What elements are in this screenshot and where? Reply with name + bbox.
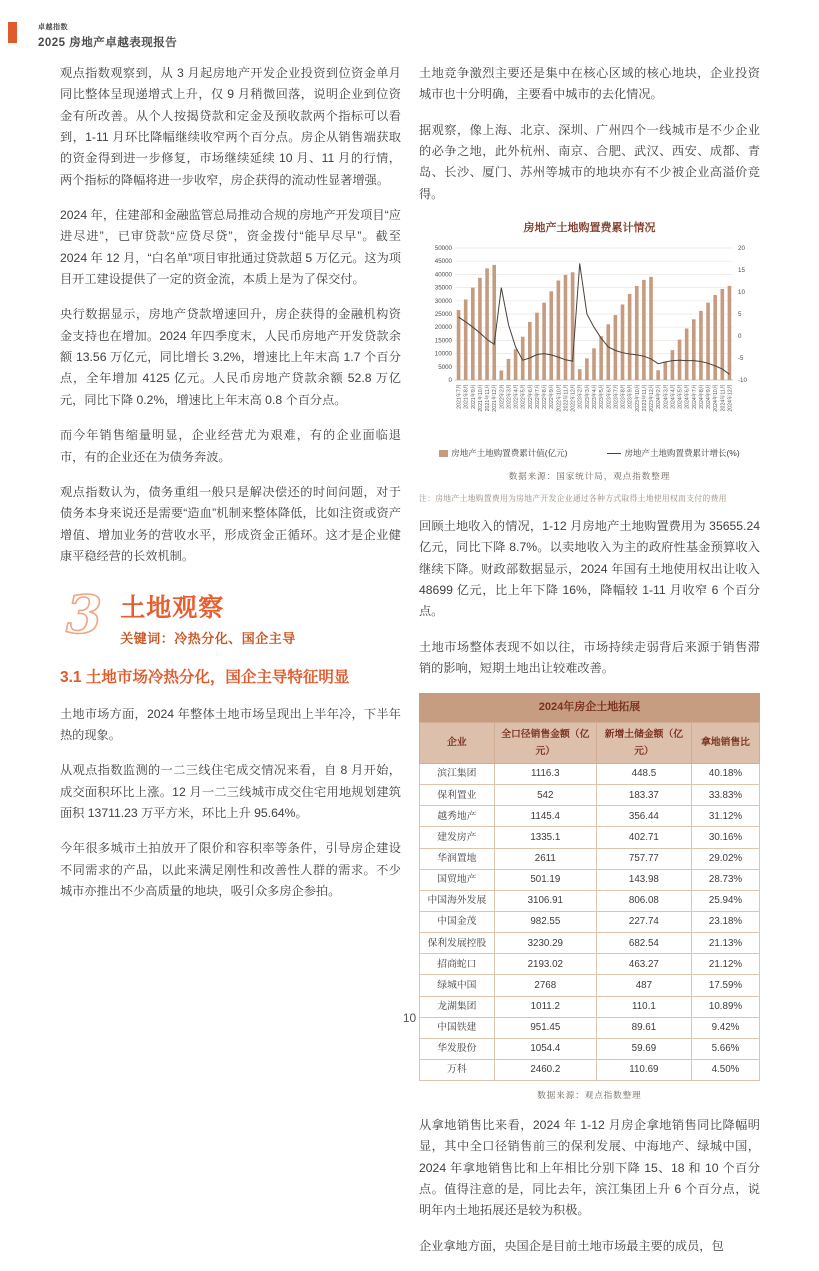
svg-text:2022年12月: 2022年12月 [570, 384, 577, 412]
svg-text:2023年6月: 2023年6月 [606, 384, 613, 410]
table-row [420, 827, 760, 848]
svg-text:2024年6月: 2024年6月 [684, 384, 691, 410]
svg-text:0: 0 [738, 333, 742, 341]
table-cell: 1335.1 [494, 827, 596, 848]
table-title: 2024年房企土地拓展 [419, 693, 760, 721]
paragraph: 土地竞争激烈主要还是集中在核心区域的核心地块，企业投资城市也十分明确，主要看中城市的去化情况。 [419, 66, 760, 102]
bar-swatch-icon [439, 450, 448, 457]
table-column-header: 拿地销售比 [691, 722, 759, 763]
paragraph: 央行数据显示，房地产贷款增速回升，房企获得的金融机构资金支持也在增加。2024 年四季度末，人民币房地产开发贷款余额 13.56 万亿元，同比增长 3.2%，增速比上年末高 1.7 个百分点，全年增加 4125 亿元。人民币房地产贷款余额 52.8 万亿元，同比下降 0.2%，增速比上年末高 0.8 个百分点。 [60, 307, 401, 407]
table-cell: 89.61 [596, 1017, 691, 1038]
svg-text:2024年11月: 2024年11月 [720, 384, 727, 412]
svg-text:2021年11月: 2021年11月 [485, 384, 492, 412]
svg-text:20: 20 [738, 245, 745, 253]
table-row [420, 911, 760, 932]
page-number: 10 [402, 1011, 417, 1025]
svg-text:2023年8月: 2023年8月 [620, 384, 627, 410]
legend-item-line [607, 446, 739, 461]
land-purchase-chart [419, 219, 760, 506]
table-cell: 万科 [420, 1059, 495, 1080]
paragraph: 土地市场整体表现不如以往，市场持续走弱背后来源于销售滞销的影响，短期土地出让较难改善。 [419, 639, 760, 676]
svg-text:2024年10月: 2024年10月 [713, 384, 720, 412]
svg-text:5: 5 [738, 311, 742, 319]
svg-text:50000: 50000 [434, 245, 452, 253]
svg-text:-10: -10 [738, 377, 747, 385]
table-cell: 4.50% [691, 1059, 759, 1080]
svg-text:2024年12月: 2024年12月 [727, 384, 734, 412]
svg-text:2024年5月: 2024年5月 [677, 384, 684, 410]
svg-text:2022年11月: 2022年11月 [563, 384, 570, 412]
section-heading-land-watch [60, 585, 401, 650]
table-cell: 25.94% [691, 890, 759, 911]
svg-text:2022年5月: 2022年5月 [520, 384, 527, 410]
table-cell: 40.18% [691, 763, 759, 784]
report-header [8, 22, 177, 50]
paragraph: 回顾土地收入的情况，1-12 月房地产土地购置费用为 35655.24 亿元，同比下降 8.7%。以卖地收入为主的政府性基金预算收入继续下降。财政部数据显示，2024 年国有土地使用权出让收入 48699 亿元，比上年下降 16%，降幅较 1-11 月收窄 6 个百分点。 [419, 519, 760, 619]
svg-text:2022年6月: 2022年6月 [527, 384, 534, 410]
table-cell: 30.16% [691, 827, 759, 848]
table-cell: 21.13% [691, 933, 759, 954]
svg-text:45000: 45000 [434, 258, 452, 266]
table-cell: 招商蛇口 [420, 954, 495, 975]
table-cell: 滨江集团 [420, 763, 495, 784]
table-cell: 448.5 [596, 763, 691, 784]
svg-text:40000: 40000 [434, 271, 452, 279]
svg-text:2022年8月: 2022年8月 [542, 384, 549, 410]
table-row [420, 890, 760, 911]
svg-text:2022年3月: 2022年3月 [506, 384, 513, 410]
table-cell: 3230.29 [494, 933, 596, 954]
report-title: 2025 房地产卓越表现报告 [38, 37, 178, 49]
table-cell: 806.08 [596, 890, 691, 911]
svg-text:2023年3月: 2023年3月 [584, 384, 591, 410]
section-keywords: 关键词：冷热分化、国企主导 [120, 630, 296, 646]
brand-series-label: 卓越指数 [38, 24, 68, 31]
table-column-header: 企业 [420, 722, 495, 763]
table-cell: 保利置业 [420, 785, 495, 806]
table-cell: 501.19 [494, 869, 596, 890]
paragraph: 2024 年，住建部和金融监管总局推动合规的房地产开发项目“应进尽进”，已审贷款“应贷尽贷”，资金拨付“能早尽早”。截至 2024 年 12 月，“白名单”项目审批通过贷款超 5 万亿元。这为项目开工建设提供了一定的资金流，本质上是为了保交付。 [60, 208, 401, 287]
table-cell: 463.27 [596, 954, 691, 975]
svg-text:2024年9月: 2024年9月 [706, 384, 713, 410]
table-cell: 国贸地产 [420, 869, 495, 890]
table-cell: 2611 [494, 848, 596, 869]
svg-text:2024年4月: 2024年4月 [670, 384, 677, 410]
table-column-header: 新增土储金额（亿元） [596, 722, 691, 763]
svg-text:2022年4月: 2022年4月 [513, 384, 520, 410]
right-column [419, 63, 760, 1271]
table-cell: 2768 [494, 975, 596, 996]
svg-text:20000: 20000 [434, 324, 452, 332]
svg-text:2023年4月: 2023年4月 [592, 384, 598, 410]
table-cell: 1116.3 [494, 763, 596, 784]
table-row [420, 785, 760, 806]
svg-text:2022年7月: 2022年7月 [534, 384, 541, 410]
brand-accent-bar [8, 22, 17, 43]
table-cell: 682.54 [596, 933, 691, 954]
svg-text:5000: 5000 [438, 364, 452, 372]
table-cell: 28.73% [691, 869, 759, 890]
table-row [420, 806, 760, 827]
svg-text:2022年10月: 2022年10月 [556, 384, 563, 412]
table-cell: 143.98 [596, 869, 691, 890]
legend-bar-label: 房地产土地购置费累计值(亿元) [451, 447, 568, 458]
table-cell: 487 [596, 975, 691, 996]
svg-text:25000: 25000 [434, 311, 452, 319]
left-column [60, 63, 401, 916]
svg-text:0: 0 [448, 377, 452, 385]
svg-text:2023年12月: 2023年12月 [649, 384, 656, 412]
svg-text:2024年2月: 2024年2月 [656, 384, 663, 410]
table-cell: 1145.4 [494, 806, 596, 827]
table-cell: 华发股份 [420, 1038, 495, 1059]
table-column-header: 全口径销售金额（亿元） [494, 722, 596, 763]
chart-note: 注：房地产土地购置费用为房地产开发企业通过各种方式取得土地使用权而支付的费用 [419, 494, 727, 504]
table-cell: 1011.2 [494, 996, 596, 1017]
table-cell: 10.89% [691, 996, 759, 1017]
table-row [420, 975, 760, 996]
svg-text:2023年9月: 2023年9月 [627, 384, 634, 410]
paragraph: 观点指数认为，债务重组一般只是解决偿还的时间问题，对于债务本身来说还是需要“造血”机制来整体降低，比如注资或资产增值、增加业务的营收水平，形成资金正循环。这才是企业健康平稳经营的长效机制。 [60, 484, 401, 563]
svg-text:2023年5月: 2023年5月 [599, 384, 606, 410]
table-cell: 183.37 [596, 785, 691, 806]
svg-text:2023年7月: 2023年7月 [613, 384, 620, 410]
legend-item-bar [439, 446, 567, 461]
svg-text:2022年2月: 2022年2月 [499, 384, 506, 410]
paragraph: 土地市场方面，2024 年整体土地市场呈现出上半年冷，下半年热的现象。 [60, 706, 401, 742]
section-number: 3 [66, 585, 103, 647]
table-cell: 建发房产 [420, 827, 495, 848]
table-cell: 5.66% [691, 1038, 759, 1059]
table-cell: 23.18% [691, 911, 759, 932]
legend-line-label: 房地产土地购置费累计增长(%) [624, 447, 740, 458]
table-cell: 保利发展控股 [420, 933, 495, 954]
table-cell: 31.12% [691, 806, 759, 827]
table-row [420, 763, 760, 784]
svg-text:2024年7月: 2024年7月 [691, 384, 698, 410]
svg-text:2024年3月: 2024年3月 [663, 384, 670, 410]
svg-text:30000: 30000 [434, 298, 452, 306]
section-title: 土地观察 [120, 594, 225, 623]
svg-text:2021年7月: 2021年7月 [456, 384, 463, 410]
table-row [420, 933, 760, 954]
table-cell: 951.45 [494, 1017, 596, 1038]
table-cell: 1054.4 [494, 1038, 596, 1059]
table-body [420, 763, 760, 1080]
svg-text:2023年10月: 2023年10月 [634, 384, 641, 412]
table-source: 数据来源：观点指数整理 [537, 1090, 642, 1101]
table-row [420, 869, 760, 890]
table-cell: 757.77 [596, 848, 691, 869]
svg-text:2023年2月: 2023年2月 [577, 384, 584, 410]
chart-plot-area [419, 240, 760, 443]
svg-text:10: 10 [738, 289, 745, 297]
svg-text:2024年8月: 2024年8月 [698, 384, 705, 410]
table-cell: 33.83% [691, 785, 759, 806]
table-cell: 2460.2 [494, 1059, 596, 1080]
table-cell: 982.55 [494, 911, 596, 932]
table-header-row [420, 722, 760, 763]
table-cell: 110.69 [596, 1059, 691, 1080]
table-row [420, 1059, 760, 1080]
table-cell: 中国铁建 [420, 1017, 495, 1038]
paragraph: 企业拿地方面，央国企是目前土地市场最主要的成员，包 [419, 1238, 724, 1253]
table-cell: 绿城中国 [420, 975, 495, 996]
svg-text:2022年9月: 2022年9月 [549, 384, 556, 410]
svg-text:2021年9月: 2021年9月 [470, 384, 477, 410]
table-cell: 中国金茂 [420, 911, 495, 932]
paragraph: 从观点指数监测的一二三线住宅成交情况来看，自 8 月开始，成交面积环比上涨。12 月一二三线城市成交住宅用地规划建筑面积 13711.23 万平方米，环比上升 95.64%。 [60, 763, 401, 820]
svg-text:2021年8月: 2021年8月 [463, 384, 470, 410]
svg-text:10000: 10000 [434, 350, 452, 358]
chart-legend [419, 446, 760, 461]
paragraph: 从拿地销售比来看，2024 年 1-12 月房企拿地销售同比降幅明显，其中全口径销售前三的保利发展、中海地产、绿城中国，2024 年拿地销售比和上年相比分别下降 15、18 和 10 个百分点。值得注意的是，同比去年，滨江集团上升 6 个百分点，说明年内土地拓展还是较为积极。 [419, 1117, 760, 1218]
svg-text:2021年10月: 2021年10月 [477, 384, 484, 412]
chart-source: 数据来源：国家统计局，观点指数整理 [508, 470, 671, 481]
svg-text:15000: 15000 [434, 337, 452, 345]
table-cell: 中国海外发展 [420, 890, 495, 911]
svg-text:15: 15 [738, 267, 745, 275]
table-cell: 29.02% [691, 848, 759, 869]
table-cell: 2193.02 [494, 954, 596, 975]
table-cell: 59.69 [596, 1038, 691, 1059]
svg-text:35000: 35000 [434, 284, 452, 292]
table-cell: 227.74 [596, 911, 691, 932]
svg-text:-5: -5 [738, 355, 744, 363]
table-row [420, 1038, 760, 1059]
paragraph: 观点指数观察到，从 3 月起房地产开发企业投资到位资金单月同比整体呈现递增式上升，仅 9 月稍微回落，说明企业到位资金有所改善。从个人按揭贷款和定金及预收款两个指标可以看到，1-11 月环比降幅继续收窄两个百分点。房企从销售端获取的资金得到进一步修复，市场继续延续 10 月、11 月的行情，两个指标的降幅将进一步收窄，房企获得的流动性显著增强。 [60, 66, 401, 187]
subsection-title: 3.1 土地市场冷热分化，国企主导特征明显 [60, 669, 350, 687]
chart-title: 房地产土地购置费累计情况 [523, 222, 656, 235]
table-cell: 华润置地 [420, 848, 495, 869]
table-cell: 龙湖集团 [420, 996, 495, 1017]
table-cell: 110.1 [596, 996, 691, 1017]
line-swatch-icon [607, 453, 621, 454]
table-row [420, 848, 760, 869]
paragraph: 今年很多城市土拍放开了限价和容积率等条件，引导房企建设不同需求的产品，以此来满足刚性和改善性人群的需求。不少城市亦推出不少高质量的地块，吸引众多房企参拍。 [60, 841, 401, 898]
table-cell: 3106.91 [494, 890, 596, 911]
paragraph: 而今年销售缩量明显，企业经营尤为艰难，有的企业面临退市，有的企业还在为债务奔波。 [60, 428, 401, 464]
table-cell: 越秀地产 [420, 806, 495, 827]
table-cell: 21.12% [691, 954, 759, 975]
paragraph: 据观察，像上海、北京、深圳、广州四个一线城市是不少企业的必争之地，此外杭州、南京、合肥、武汉、西安、成都、青岛、长沙、厦门、苏州等城市的地块亦有不少被企业高溢价竞得。 [419, 122, 760, 201]
table-cell: 402.71 [596, 827, 691, 848]
table-cell: 356.44 [596, 806, 691, 827]
table-cell: 9.42% [691, 1017, 759, 1038]
table-cell: 542 [494, 785, 596, 806]
table-cell: 17.59% [691, 975, 759, 996]
svg-text:2021年12月: 2021年12月 [492, 384, 499, 412]
table-row [420, 954, 760, 975]
svg-text:2023年11月: 2023年11月 [641, 384, 648, 412]
